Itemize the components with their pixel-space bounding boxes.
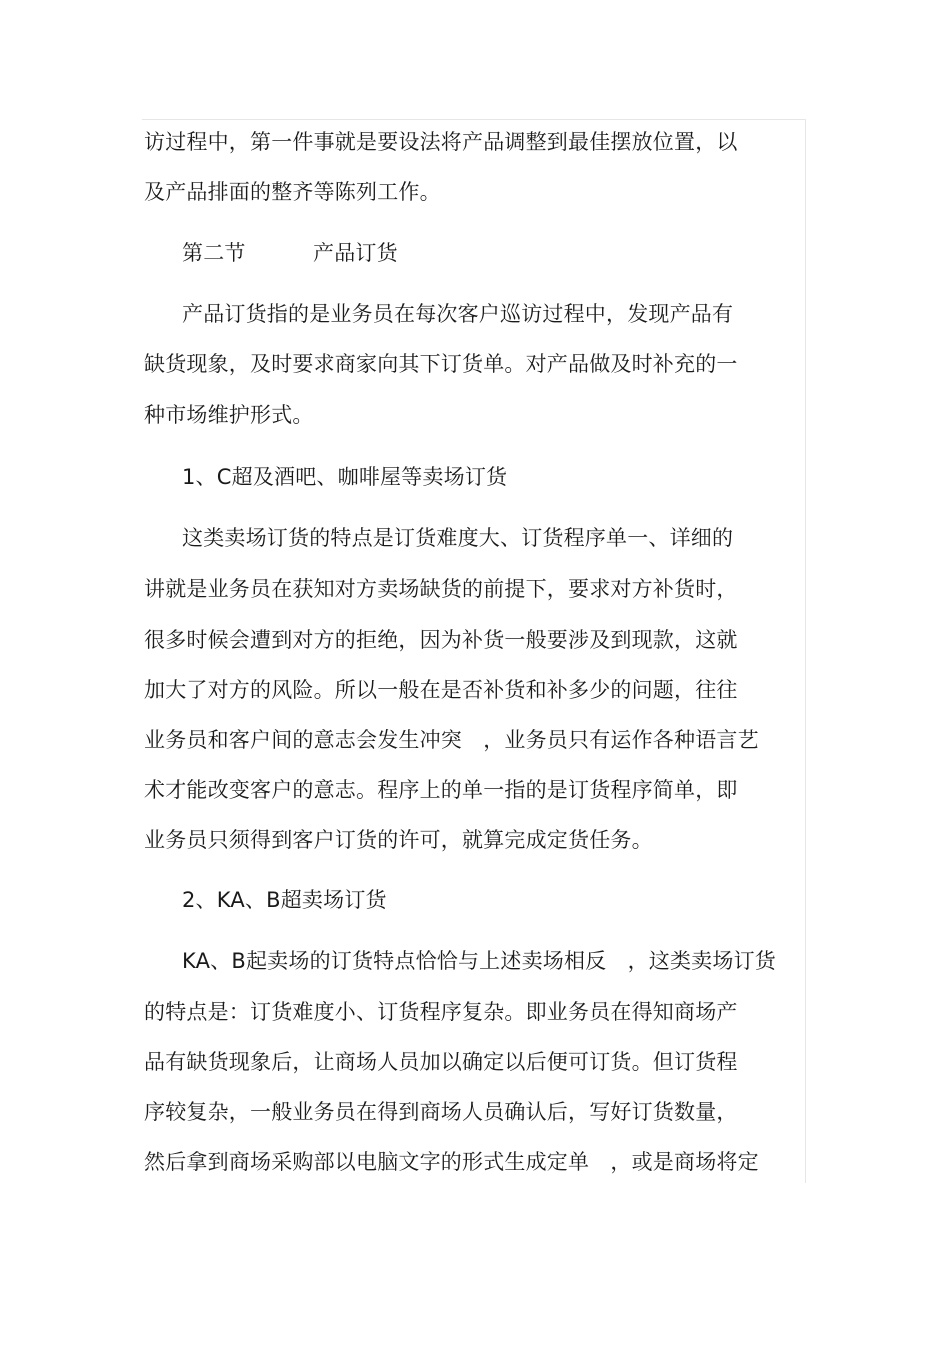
paragraph-line: 访过程中，第一件事就是要设法将产品调整到最佳摆放位置，以 (144, 130, 738, 154)
section-title: 产品订货 (313, 241, 398, 265)
paragraph-line: 术才能改变客户的意志。程序上的单一指的是订货程序简单，即 (144, 778, 738, 802)
paragraph-line: 序较复杂，一般业务员在得到商场人员确认后，写好订货数量， (144, 1100, 738, 1124)
paragraph-line: 及产品排面的整齐等陈列工作。 (144, 180, 441, 204)
paragraph-line: 业务员和客户间的意志会发生冲突 ，业务员只有运作各种语言艺 (144, 728, 759, 752)
paragraph-line: 很多时候会遭到对方的拒绝，因为补货一般要涉及到现款，这就 (144, 628, 738, 652)
paragraph-line: 的特点是：订货难度小、订货程序复杂。即业务员在得知商场产 (144, 1000, 738, 1024)
paragraph-line: 然后拿到商场采购部以电脑文字的形式生成定单 ，或是商场将定 (144, 1150, 759, 1174)
section-number: 第二节 (182, 241, 246, 265)
paragraph-line: 品有缺货现象后，让商场人员加以确定以后便可订货。但订货程 (144, 1050, 738, 1074)
subheading: 1、C超及酒吧、咖啡屋等卖场订货 (182, 465, 508, 489)
paragraph-line: 这类卖场订货的特点是订货难度大、订货程序单一、详细的 (182, 526, 734, 550)
paragraph-line: 产品订货指的是业务员在每次客户巡访过程中，发现产品有 (182, 302, 734, 326)
paragraph-line: 缺货现象，及时要求商家向其下订货单。对产品做及时补充的一 (144, 352, 738, 376)
paragraph-line: 种市场维护形式。 (144, 403, 314, 427)
paragraph-line: 加大了对方的风险。所以一般在是否补货和补多少的问题，往往 (144, 678, 738, 702)
paragraph-line: 业务员只须得到客户订货的许可，就算完成定货任务。 (144, 828, 653, 852)
paragraph-line: KA、B起卖场的订货特点恰恰与上述卖场相反 ，这类卖场订货 (182, 949, 776, 973)
subheading: 2、KA、B超卖场订货 (182, 888, 387, 912)
paragraph-line: 讲就是业务员在获知对方卖场缺货的前提下，要求对方补货时， (144, 577, 738, 601)
